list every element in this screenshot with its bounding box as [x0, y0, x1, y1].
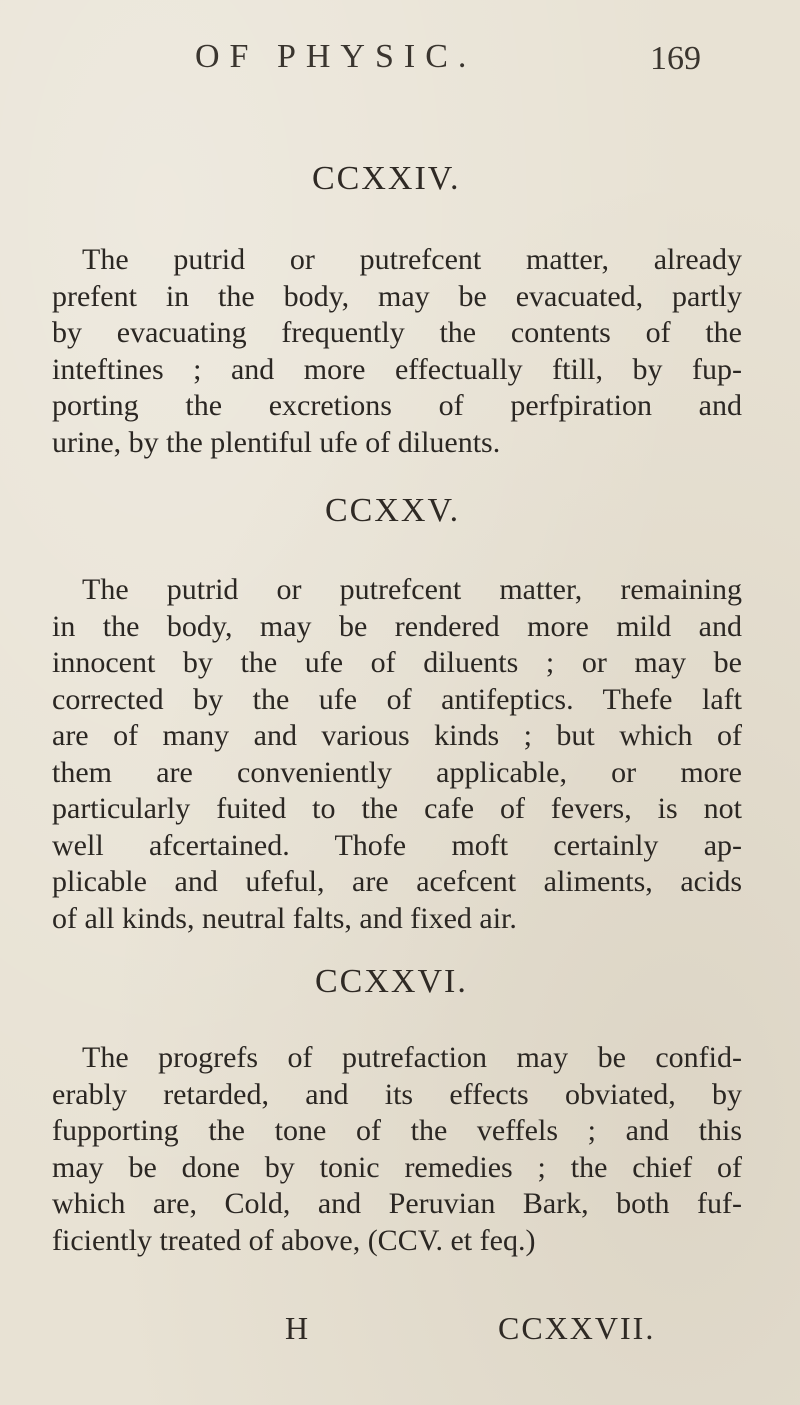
text-line: prefent in the body, may be evacuated, partly: [52, 279, 742, 313]
text-line: particularly fuited to the cafe of fevers, is not: [52, 792, 742, 825]
text-line: of all kinds, neutral falts, and fixed air.: [52, 901, 517, 935]
page-footer: [0, 1310, 800, 1354]
signature-mark: H: [285, 1310, 309, 1346]
text-line: are of many and various kinds ; but which of: [52, 719, 742, 752]
paragraph-ccxxv: [52, 572, 742, 937]
text-line: ficiently treated of above, (CCV. et feq.): [52, 1223, 536, 1257]
text-line: them are conveniently applicable, or more: [52, 755, 742, 789]
text-line: by evacuating frequently the contents of the: [52, 316, 742, 349]
text-line: urine, by the plentiful ufe of diluents.: [52, 425, 501, 459]
text-line: The progrefs of putrefaction may be confid-: [82, 1041, 742, 1074]
paragraph-ccxxvi: [52, 1040, 742, 1259]
text-line: may be done by tonic remedies ; the chief of: [52, 1150, 742, 1184]
text-line: porting the excretions of perfpiration and: [52, 389, 742, 422]
text-line: which are, Cold, and Peruvian Bark, both fuf-: [52, 1187, 742, 1220]
text-line: The putrid or putrefcent matter, remaining: [82, 573, 742, 606]
catchword: CCXXVII.: [498, 1310, 656, 1346]
section-heading-ccxxiv: CCXXIV.: [312, 160, 461, 197]
text-line: innocent by the ufe of diluents ; or may be: [52, 646, 742, 679]
section-heading-ccxxv: CCXXV.: [325, 492, 461, 529]
text-line: erably retarded, and its effects obviated, by: [52, 1077, 742, 1111]
text-line: well afcertained. Thofe moft certainly ap-: [52, 828, 742, 862]
text-line: in the body, may be rendered more mild and: [52, 609, 742, 643]
text-line: corrected by the ufe of antifeptics. Thefe laft: [52, 682, 742, 716]
running-title: OF PHYSIC.: [195, 38, 477, 75]
text-line: inteftines ; and more effectually ftill, by fup-: [52, 352, 742, 386]
paragraph-ccxxiv: [52, 242, 742, 461]
page-number: 169: [650, 40, 701, 77]
text-line: fupporting the tone of the veffels ; and this: [52, 1114, 742, 1147]
running-head: [0, 38, 800, 88]
text-line: The putrid or putrefcent matter, already: [82, 243, 742, 276]
text-line: plicable and ufeful, are acefcent aliments, acids: [52, 865, 742, 898]
section-heading-ccxxvi: CCXXVI.: [315, 963, 468, 1000]
